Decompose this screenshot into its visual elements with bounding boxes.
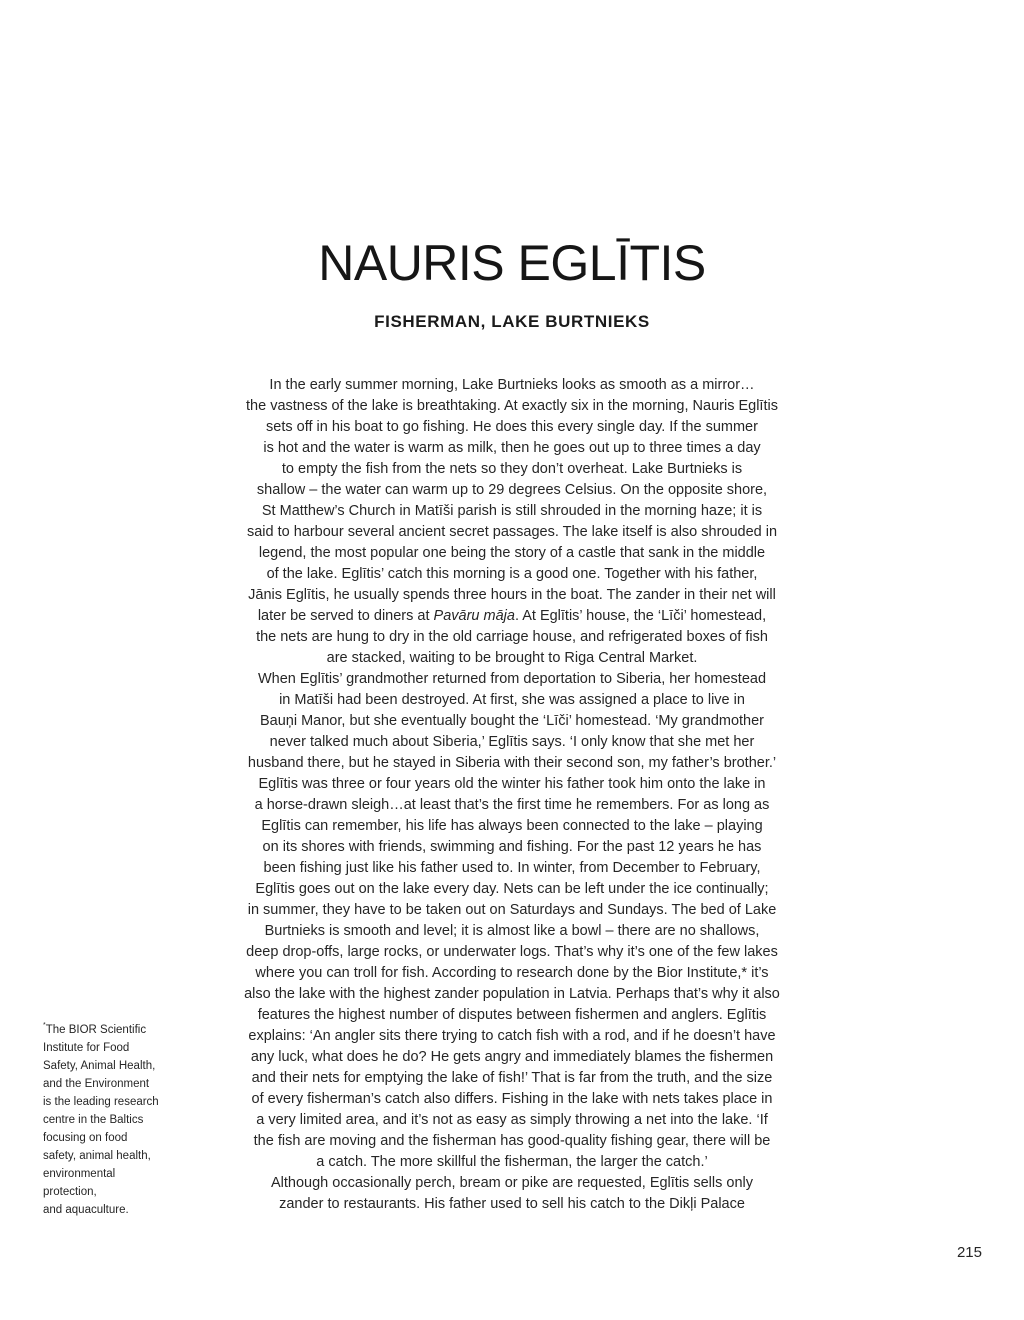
- article-subtitle: FISHERMAN, LAKE BURTNIEKS: [374, 312, 650, 331]
- body-line: zander to restaurants. His father used to sell his catch to the Dikļi Palace: [279, 1196, 745, 1212]
- footnote-marker: *: [43, 1022, 46, 1029]
- footnote-line: and aquaculture.: [43, 1204, 129, 1216]
- body-line: on its shores with friends, swimming and fishing. For the past 12 years he has: [262, 839, 762, 855]
- body-line: [200, 606, 824, 627]
- body-line: shallow – the water can warm up to 29 degrees Celsius. On the opposite shore,: [256, 482, 768, 498]
- body-line: St Matthew’s Church in Matīši parish is still shrouded in the morning haze; it is: [261, 503, 763, 519]
- body-line: the nets are hung to dry in the old carriage house, and refrigerated boxes of fish: [256, 629, 768, 645]
- body-line: legend, the most popular one being the story of a castle that sank in the middle: [258, 545, 766, 561]
- footnote-line: safety, animal health,: [43, 1150, 151, 1162]
- footnote: [43, 1021, 193, 1219]
- body-line: a very limited area, and it’s not as easy as simply throwing a net into the lake. ‘If: [256, 1112, 768, 1128]
- body-line: In the early summer morning, Lake Burtnieks looks as smooth as a mirror…: [269, 377, 755, 393]
- body-line: where you can troll for fish. According to research done by the Bior Institute,* it’s: [255, 965, 769, 981]
- footnote-line: Safety, Animal Health,: [43, 1060, 156, 1072]
- footnote-line: environmental: [43, 1168, 116, 1180]
- body-line: deep drop-offs, large rocks, or underwater logs. That’s why it’s one of the few lakes: [246, 944, 778, 960]
- body-line: a horse-drawn sleigh…at least that’s the first time he remembers. For as long as: [254, 797, 770, 813]
- body-line: Bauņi Manor, but she eventually bought the ‘Līči’ homestead. ‘My grandmother: [259, 713, 765, 729]
- footnote-line: is the leading research: [43, 1096, 159, 1108]
- body-line: is hot and the water is warm as milk, then he goes out up to three times a day: [263, 440, 761, 456]
- page-number: 215: [956, 1244, 982, 1261]
- footnote-line: and the Environment: [43, 1078, 150, 1090]
- body-line: Eglītis goes out on the lake every day. Nets can be left under the ice continually;: [255, 881, 769, 897]
- body-line: the fish are moving and the fisherman has good-quality fishing gear, there will be: [253, 1133, 771, 1149]
- body-line-segment: . At Eglītis’ house, the ‘Līči’ homestead,: [514, 608, 767, 624]
- article-title: NAURIS EGLĪTIS: [318, 235, 706, 291]
- body-line: in summer, they have to be taken out on Saturdays and Sundays. The bed of Lake: [247, 902, 777, 918]
- body-line: are stacked, waiting to be brought to Riga Central Market.: [326, 650, 698, 666]
- body-line: Eglītis can remember, his life has always been connected to the lake – playing: [261, 818, 763, 834]
- body-line: of every fisherman’s catch also differs. Fishing in the lake with nets takes place in: [251, 1091, 773, 1107]
- body-line: of the lake. Eglītis’ catch this morning is a good one. Together with his father,: [266, 566, 758, 582]
- footnote-line: protection,: [43, 1186, 97, 1198]
- body-line: to empty the fish from the nets so they don’t overheat. Lake Burtnieks is: [281, 461, 743, 477]
- body-line: Eglītis was three or four years old the winter his father took him onto the lake in: [258, 776, 766, 792]
- footnote-line: focusing on food: [43, 1132, 128, 1144]
- footnote-line-text: The BIOR Scientific: [45, 1024, 147, 1036]
- footnote-line: centre in the Baltics: [43, 1114, 144, 1126]
- body-line: explains: ‘An angler sits there trying to catch fish with a rod, and if he doesn’t have: [248, 1028, 776, 1044]
- body-line: sets off in his boat to go fishing. He does this every single day. If the summer: [266, 419, 758, 435]
- body-line: in Matīši had been destroyed. At first, she was assigned a place to live in: [279, 692, 745, 708]
- body-line: and their nets for emptying the lake of fish!’ That is far from the truth, and the size: [251, 1070, 773, 1086]
- body-line: When Eglītis’ grandmother returned from deportation to Siberia, her homestead: [257, 671, 767, 687]
- body-line: any luck, what does he do? He gets angry and immediately blames the fishermen: [250, 1049, 774, 1065]
- footnote-line: Institute for Food: [43, 1042, 130, 1054]
- footnote-line: [43, 1021, 193, 1039]
- body-line: features the highest number of disputes between fishermen and anglers. Eglītis: [257, 1007, 767, 1023]
- body-line: the vastness of the lake is breathtaking. At exactly six in the morning, Nauris Eglītis: [246, 398, 778, 414]
- body-line: also the lake with the highest zander population in Latvia. Perhaps that’s why it also: [244, 986, 780, 1002]
- body-line: never talked much about Siberia,’ Eglītis says. ‘I only know that she met her: [269, 734, 755, 750]
- body-line: Burtnieks is smooth and level; it is almost like a bowl – there are no shallows,: [264, 923, 760, 939]
- body-line-segment: later be served to diners at: [257, 608, 434, 624]
- body-line: Although occasionally perch, bream or pike are requested, Eglītis sells only: [271, 1175, 753, 1191]
- body-line: said to harbour several ancient secret passages. The lake itself is also shrouded in: [246, 524, 778, 540]
- article-body: [200, 375, 824, 1215]
- body-line: been fishing just like his father used to. In winter, from December to February,: [263, 860, 761, 876]
- body-line: Jānis Eglītis, he usually spends three hours in the boat. The zander in their net will: [248, 587, 776, 603]
- body-line: husband there, but he stayed in Siberia with their second son, my father’s brother.’: [247, 755, 777, 771]
- restaurant-name: Pavāru māja: [433, 608, 515, 624]
- body-line: a catch. The more skillful the fisherman, the larger the catch.’: [316, 1154, 708, 1170]
